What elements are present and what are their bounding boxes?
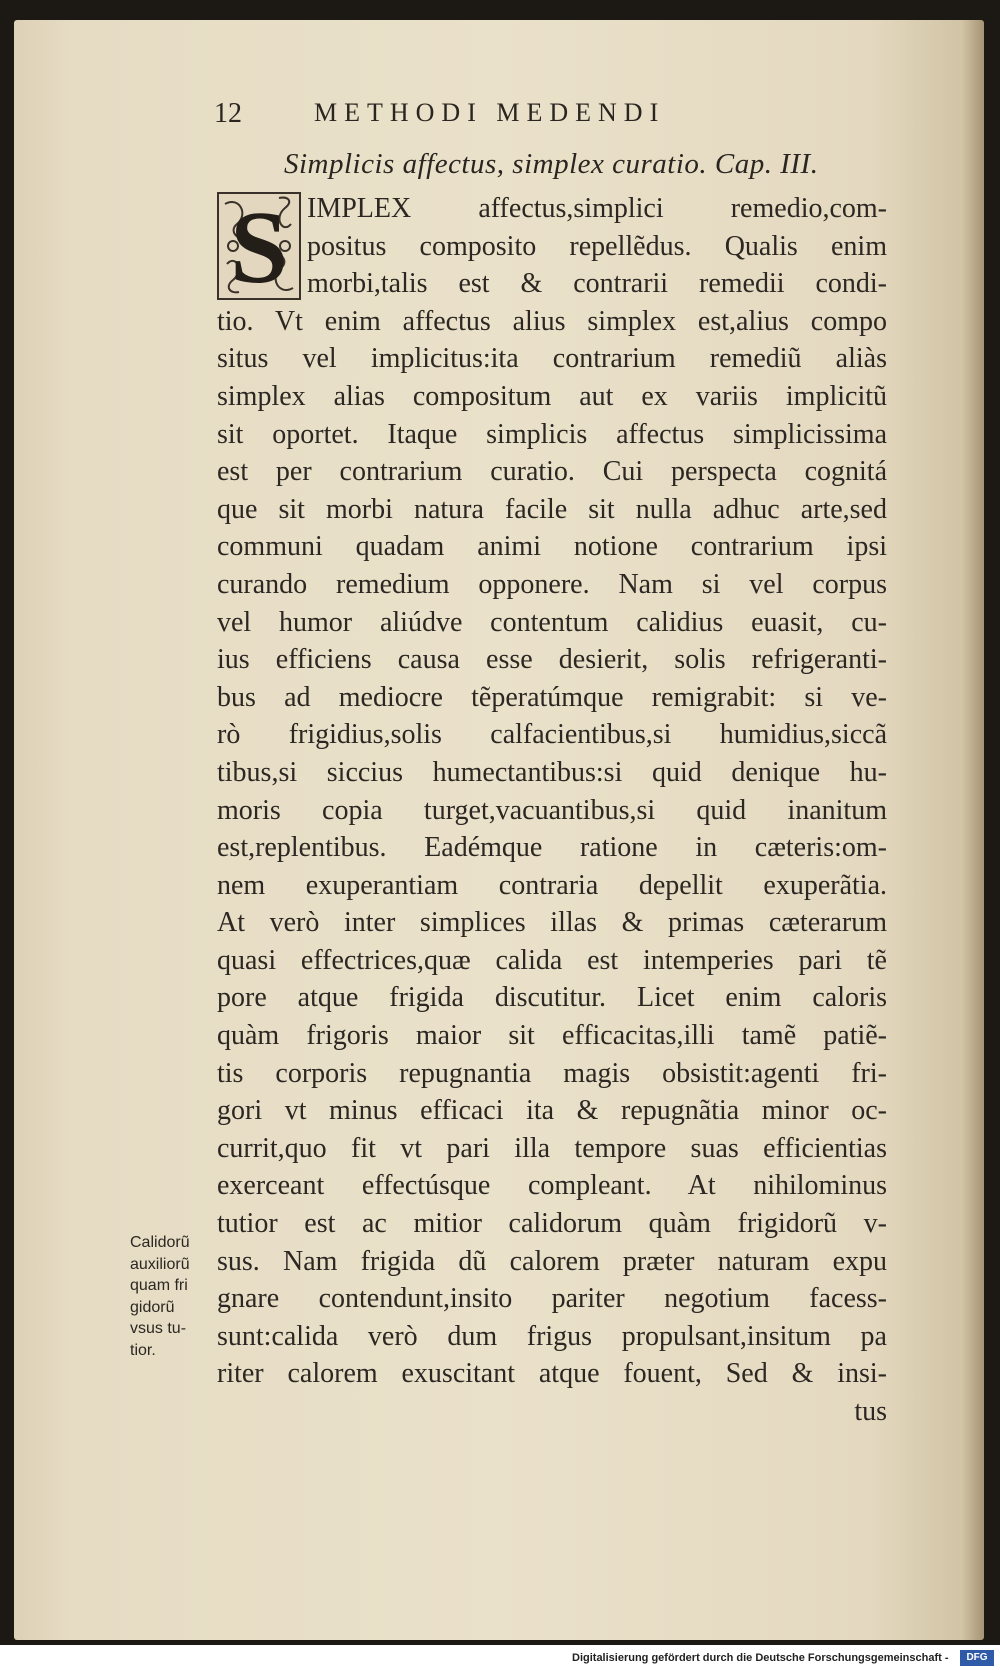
text-line: tis corporis repugnantia magis obsistit:agenti fri- (217, 1057, 887, 1089)
margin-note-line: vsus tu- (130, 1320, 187, 1337)
text-line: ius efficiens causa esse desierit, solis refrigeranti- (217, 644, 887, 676)
initial-letter: S (230, 192, 288, 300)
text-line: nem exuperantiam contraria depellit exuperãtia. (217, 869, 887, 901)
text-line: At verò inter simplices illas & primas cæterarum (217, 907, 887, 939)
book-page (14, 20, 984, 1640)
body-text (217, 190, 887, 1431)
text-line: sus. Nam frigida dũ calorem præter naturam expu (217, 1245, 887, 1277)
text-line: est per contrarium curatio. Cui perspecta cognitá (217, 456, 887, 488)
text-lines (217, 190, 887, 1431)
text-line: sunt:calida verò dum frigus propulsant,insitum pa (217, 1320, 887, 1352)
text-line: gori vt minus efficaci ita & repugnãtia minor oc- (217, 1095, 887, 1127)
text-line: moris copia turget,vacuantibus,si quid inanitum (217, 794, 887, 826)
text-line: quasi effectrices,quæ calida est intemperies pari tẽ (217, 944, 887, 976)
decorated-initial (217, 192, 301, 300)
text-line: simplex alias compositum aut ex variis implicitũ (217, 380, 887, 412)
text-line: IMPLEX affectus,simplici remedio,com- (307, 193, 887, 224)
text-line: bus ad mediocre tẽperatúmque remigrabit: si ve- (217, 681, 887, 713)
margin-note-line: quam fri (130, 1277, 188, 1294)
text-line: tus (854, 1396, 887, 1427)
dfg-logo: DFG (960, 1650, 994, 1666)
running-head: METHODI MEDENDI (314, 98, 666, 127)
margin-note-line: tior. (130, 1341, 156, 1359)
margin-note-line: auxiliorũ (130, 1255, 190, 1273)
text-line: gnare contendunt,insito pariter negotium facess- (217, 1283, 887, 1315)
text-line: curando remedium opponere. Nam si vel corpus (217, 568, 887, 600)
text-line: currit,quo fit vt pari illa tempore suas efficientias (217, 1132, 887, 1164)
text-line: exerceant effectúsque compleant. At nihilominus (217, 1170, 887, 1202)
text-line: sit oportet. Itaque simplicis affectus simplicissima (217, 418, 887, 450)
page-number: 12 (214, 98, 242, 129)
text-line: quàm frigoris maior sit efficacitas,illi tamẽ patiẽ- (217, 1020, 887, 1052)
text-line: que sit morbi natura facile sit nulla adhuc arte,sed (217, 493, 887, 525)
text-line: pore atque frigida discutitur. Licet enim caloris (217, 982, 887, 1014)
text-line: communi quadam animi notione contrarium ipsi (217, 531, 887, 563)
text-line: tibus,si siccius humectantibus:si quid denique hu- (217, 756, 887, 788)
text-line: situs vel implicitus:ita contrarium remediũ aliàs (217, 343, 887, 375)
text-line: morbi,talis est & contrarii remedii condi- (307, 268, 887, 300)
chapter-title: Simplicis affectus, simplex curatio. Cap. III. (284, 148, 819, 180)
margin-note-line: gidorũ (130, 1298, 175, 1316)
text-line: tio. Vt enim affectus alius simplex est,alius compo (217, 305, 887, 337)
text-line: vel humor aliúdve contentum calidius euasit, cu- (217, 606, 887, 638)
text-line: est,replentibus. Eadémque ratione in cæteris:om- (217, 832, 887, 864)
text-line: riter calorem exuscitant atque fouent, Sed & insi- (217, 1358, 887, 1390)
text-line: tutior est ac mitior calidorum quàm frigidorũ v- (217, 1208, 887, 1240)
digitization-credit: Digitalisierung gefördert durch die Deutsche Forschungsgemeinschaft - (572, 1652, 949, 1664)
text-line: rò frigidius,solis calfacientibus,si humidius,siccã (217, 719, 887, 751)
margin-note-line: Calidorũ (130, 1234, 190, 1251)
margin-note (130, 1232, 220, 1361)
page-edge-shadow (962, 20, 984, 1640)
text-line: positus composito repellẽdus. Qualis enim (307, 230, 887, 262)
